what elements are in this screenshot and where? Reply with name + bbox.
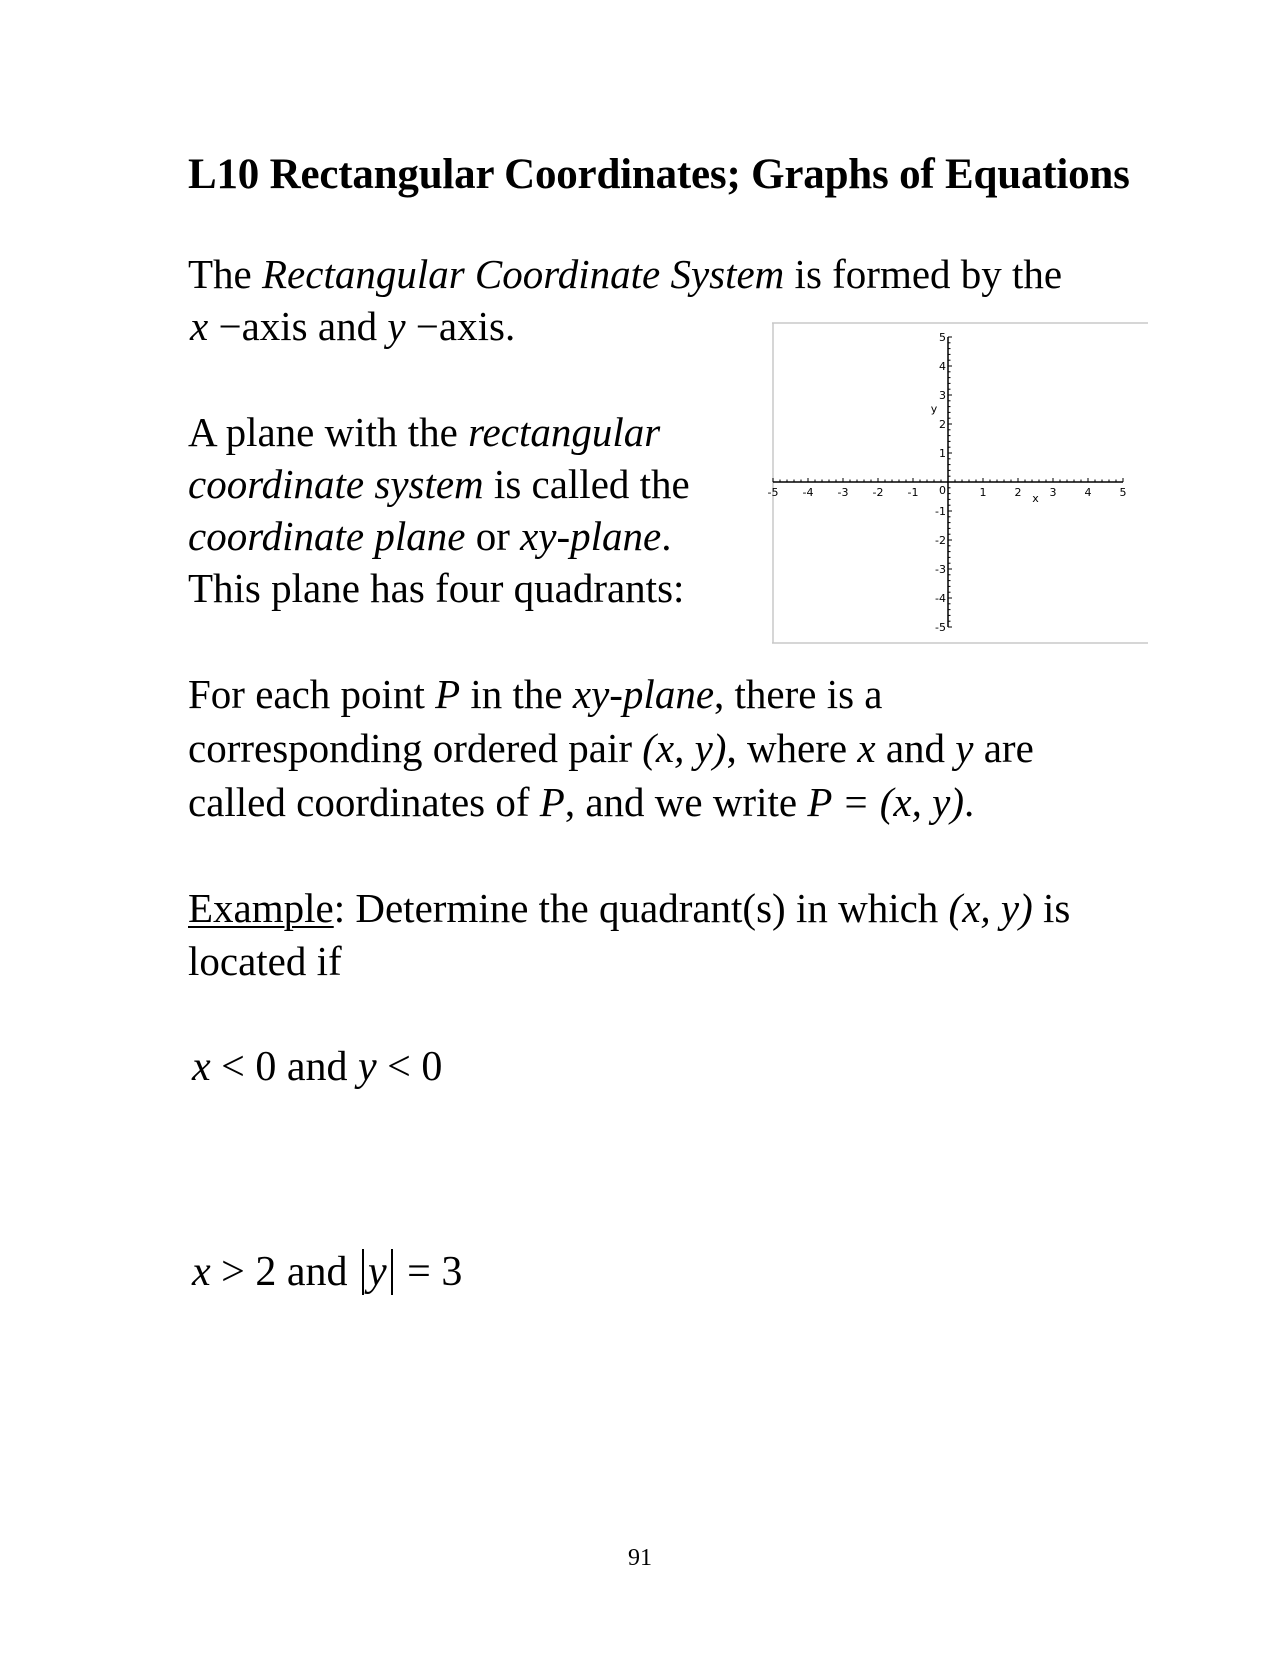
y-tick-label: 3	[939, 389, 946, 402]
x-tick-label: 2	[1014, 486, 1022, 499]
abs-bar-right	[391, 1249, 393, 1295]
condition-1: x < 0 and y < 0	[192, 1044, 443, 1090]
example-line: located if	[188, 938, 342, 984]
x-tick-label: -3	[837, 486, 849, 499]
x-axis-label: x	[1032, 492, 1039, 505]
y-tick-label: -5	[935, 621, 946, 634]
y-tick-label: 2	[939, 418, 946, 431]
y-tick-label: 5	[939, 331, 946, 344]
example-line: Example: Determine the quadrant(s) in which (x, y) is	[188, 885, 1071, 931]
x-tick-label: -5	[767, 486, 779, 499]
paragraph-line: coordinate plane or xy-plane.	[188, 513, 672, 559]
page-title: L10 Rectangular Coordinates; Graphs of Equations	[188, 151, 1130, 198]
coordinate-axes-figure	[767, 322, 1148, 644]
condition-2: x > 2 and y = 3	[192, 1249, 463, 1295]
x-tick-label: -2	[872, 486, 884, 499]
page-number: 91	[628, 1545, 652, 1571]
paragraph-line: For each point P in the xy-plane, there is a	[188, 671, 883, 717]
x-tick-label: -1	[907, 486, 919, 499]
y-tick-label: -1	[935, 505, 946, 518]
paragraph-line: A plane with the rectangular	[188, 409, 661, 455]
paragraph-line: The Rectangular Coordinate System is formed by the	[188, 251, 1063, 297]
y-tick-label: -4	[935, 592, 946, 605]
y-axis-label: y	[930, 402, 938, 416]
x-tick-label: 4	[1084, 486, 1092, 499]
y-tick-label: -3	[935, 563, 946, 576]
x-tick-label: -4	[802, 486, 814, 499]
origin-label: 0	[939, 484, 946, 497]
paragraph-line: corresponding ordered pair (x, y), where x and y are	[188, 725, 1034, 771]
y-tick-label: 4	[939, 360, 946, 373]
paragraph-line: called coordinates of P, and we write P = (x, y).	[188, 779, 975, 825]
x-tick-label: 5	[1119, 486, 1127, 499]
abs-bar-left	[362, 1249, 364, 1295]
paragraph-line: x −axis and y −axis.	[190, 303, 516, 349]
y-tick-label: 1	[939, 447, 946, 460]
paragraph-line: This plane has four quadrants:	[188, 565, 685, 611]
x-tick-label: 1	[979, 486, 987, 499]
paragraph-line: coordinate system is called the	[188, 461, 690, 507]
example-label: Example	[188, 885, 334, 931]
y-tick-label: -2	[935, 534, 946, 547]
x-tick-label: 3	[1049, 486, 1057, 499]
